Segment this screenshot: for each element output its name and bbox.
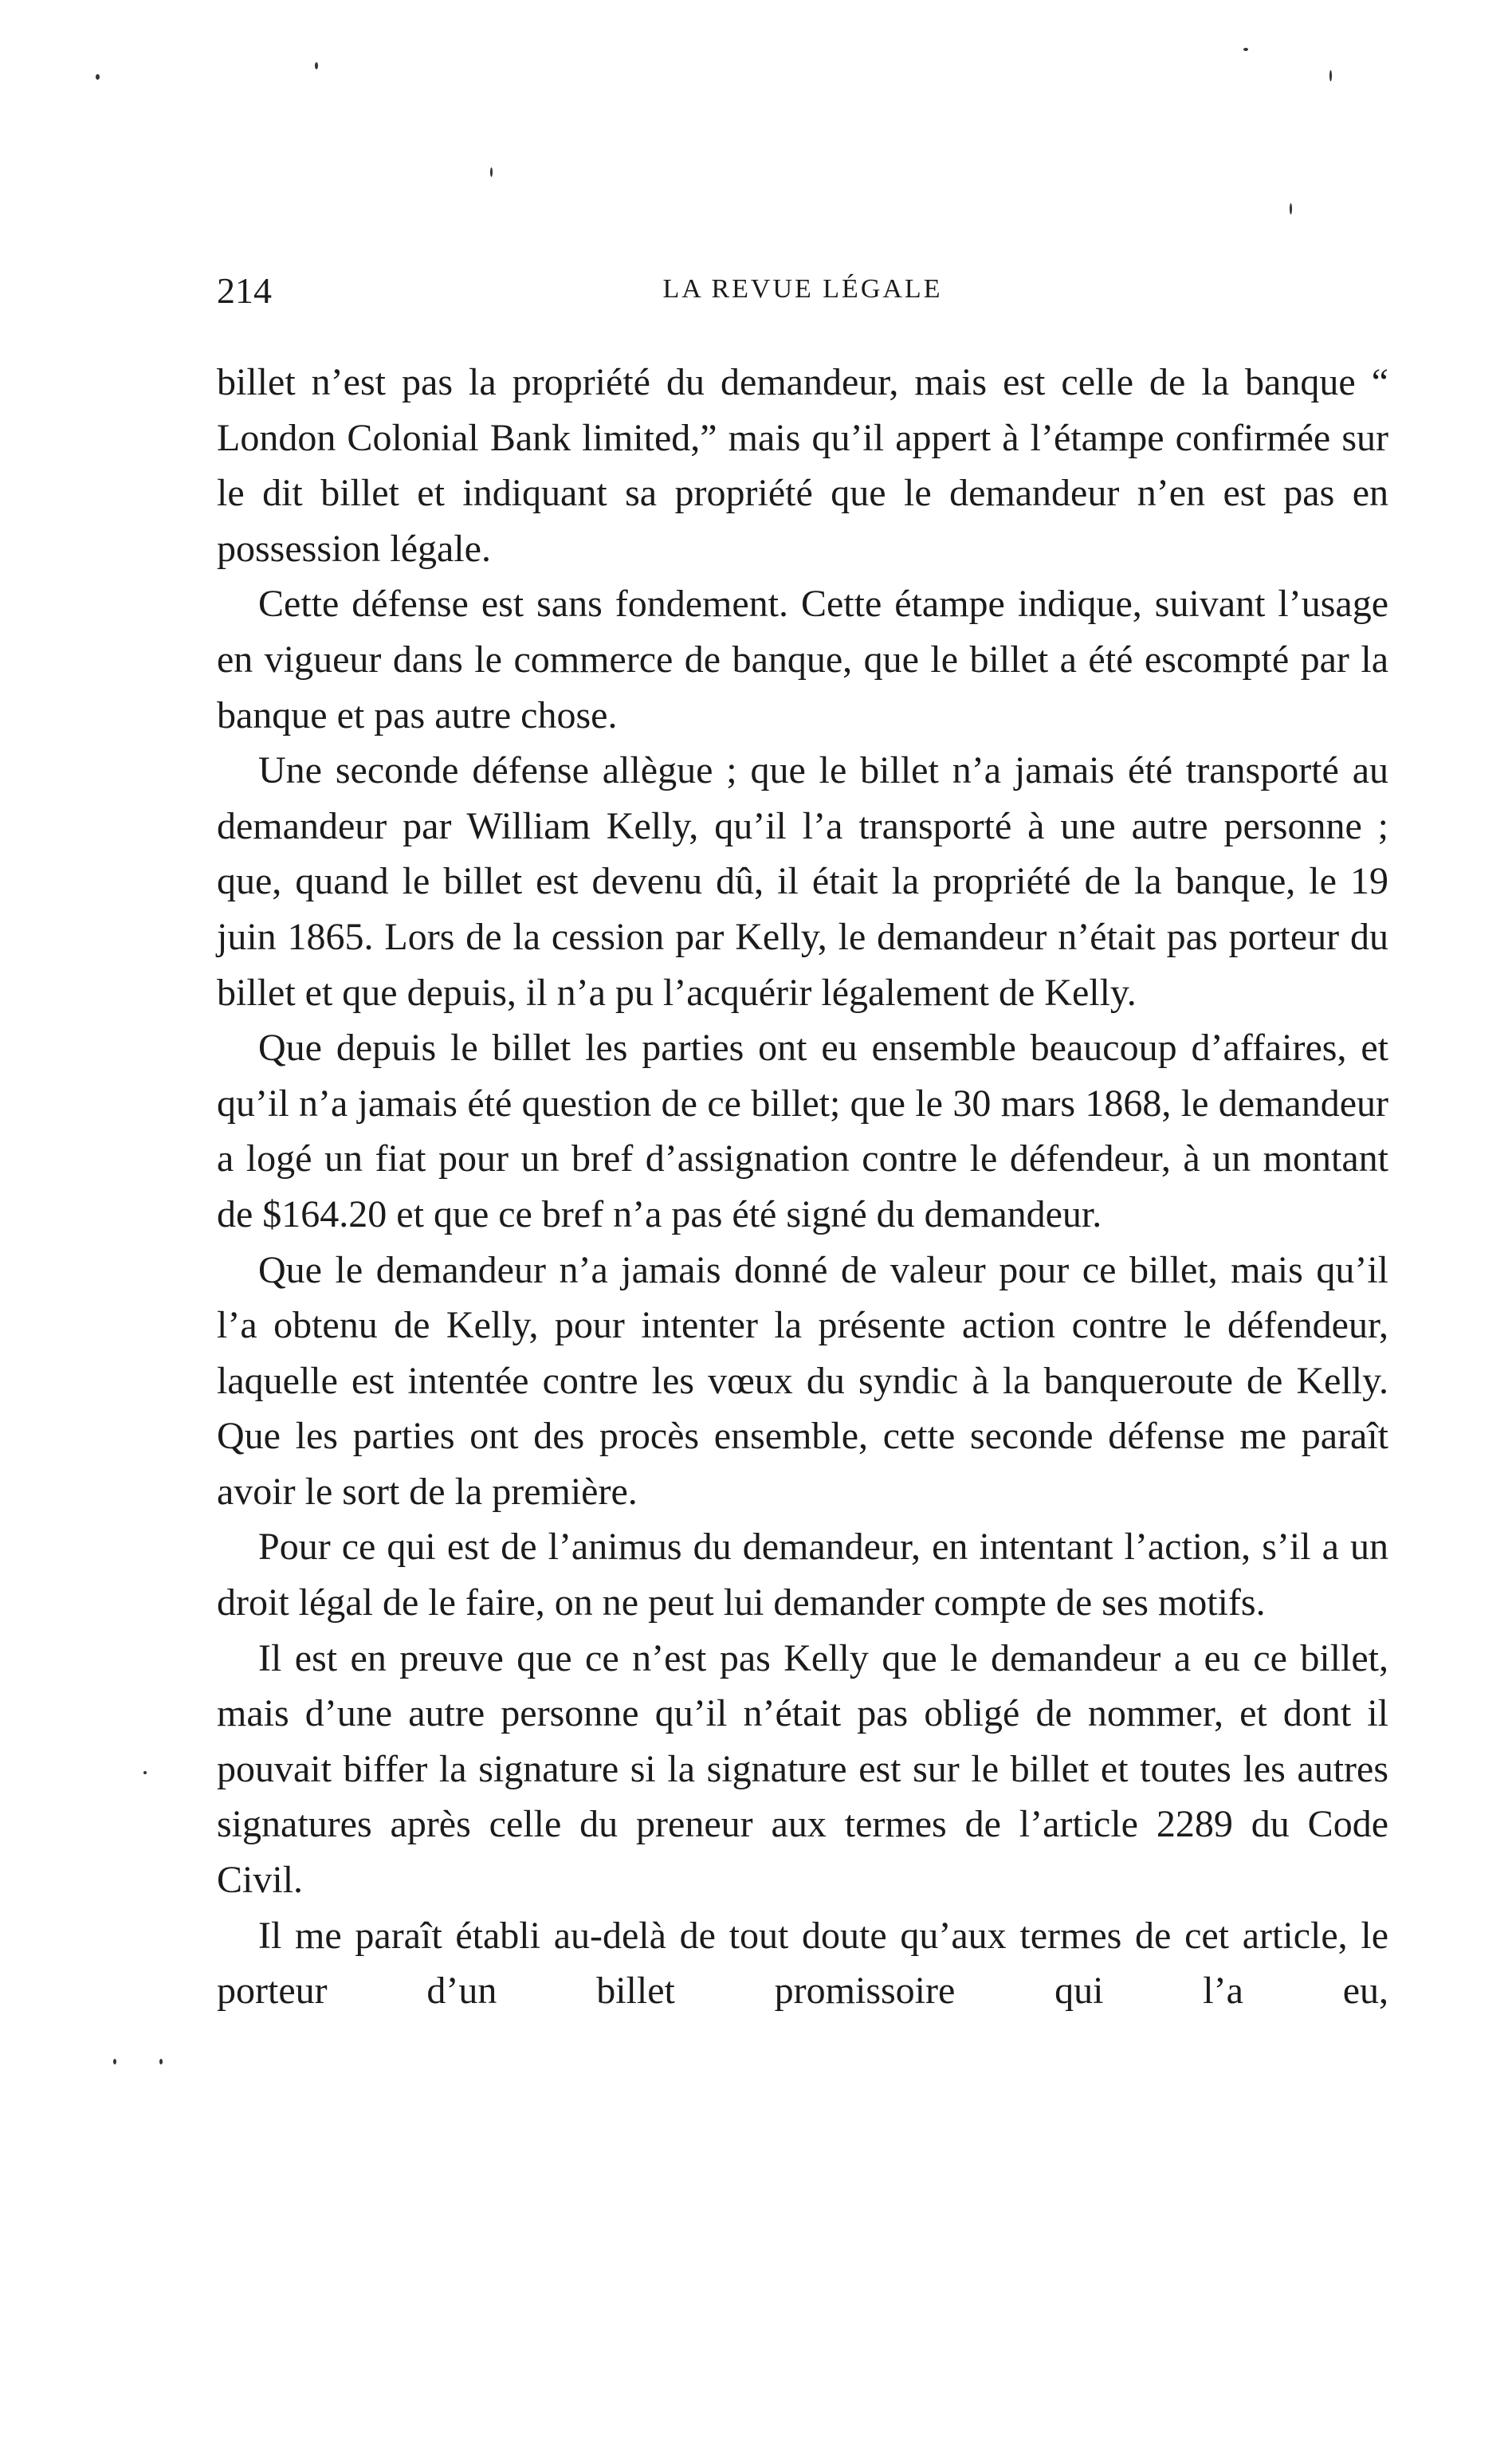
paragraph: Que depuis le billet les parties ont eu ensemble beaucoup d’affaires, et qu’il n’a jamais été question de ce billet; que le 30 mars 1868, le demandeur a logé un fiat pour un bref d’assignation contre le défendeur, à un montant de $164.20 et que ce bref n’a pas été signé du demandeur. [217, 1027, 1388, 1235]
print-speck [1290, 203, 1292, 214]
paragraph-continuation: billet n’est pas la propriété du demandeur, mais est celle de la banque “ London Colonial Bank limited,” mais qu’il appert à l’étampe confirmée sur le dit billet et indiquant sa propriété que le demandeur n’en est pas en possession légale. [217, 361, 1388, 570]
body-text [217, 355, 1388, 2019]
print-speck [159, 2059, 163, 2064]
print-speck [1329, 70, 1332, 81]
print-speck [490, 167, 493, 177]
page-header [217, 269, 1388, 325]
running-title: LA REVUE LÉGALE [662, 274, 943, 304]
paragraph: Cette défense est sans fondement. Cette étampe indique, suivant l’usage en vigueur dans le commerce de banque, que le billet a été escompté par la banque et pas autre chose. [217, 583, 1388, 736]
print-speck [96, 74, 100, 80]
paragraph: Pour ce qui est de l’animus du demandeur, en intentant l’action, s’il a un droit légal de le faire, on ne peut lui demander compte de ses motifs. [217, 1526, 1388, 1624]
print-speck [113, 2059, 116, 2064]
paragraph: Il me paraît établi au-delà de tout doute qu’aux termes de cet article, le porteur d’un billet promissoire qui l’a eu, [217, 1914, 1388, 2013]
page-number: 214 [217, 270, 272, 311]
print-speck [143, 1771, 147, 1774]
print-speck [315, 62, 318, 69]
print-speck [1243, 48, 1248, 51]
paragraph: Une seconde défense allègue ; que le billet n’a jamais été transporté au demandeur par William Kelly, qu’il l’a transporté à une autre personne ; que, quand le billet est devenu dû, il était la propriété de la banque, le 19 juin 1865. Lors de la cession par Kelly, le demandeur n’était pas porteur du billet et que depuis, il n’a pu l’acquérir légalement de Kelly. [217, 749, 1388, 1014]
paragraph: Que le demandeur n’a jamais donné de valeur pour ce billet, mais qu’il l’a obtenu de Kelly, pour intenter la présente action contre le défendeur, laquelle est intentée contre les vœux du syndic à la banqueroute de Kelly. Que les parties ont des procès ensemble, cette seconde défense me paraît avoir le sort de la première. [217, 1248, 1388, 1513]
paragraph: Il est en preuve que ce n’est pas Kelly que le demandeur a eu ce billet, mais d’une autre personne qu’il n’était pas obligé de nommer, et dont il pouvait biffer la signature si la signature est sur le billet et toutes les autres signatures après celle du preneur aux termes de l’article 2289 du Code Civil. [217, 1636, 1388, 1902]
